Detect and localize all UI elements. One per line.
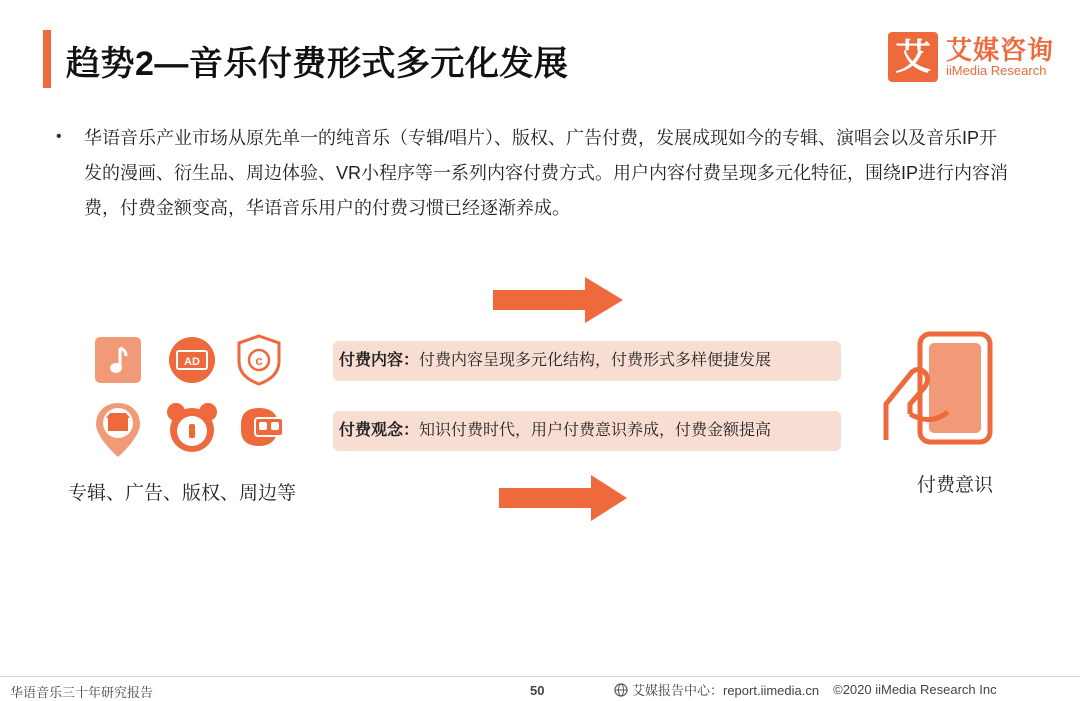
- arrow-right-icon: [499, 475, 629, 521]
- page-number: 50: [530, 683, 545, 698]
- footer-copyright: ©2020 iiMedia Research Inc: [833, 682, 997, 697]
- iimedia-logo: [888, 30, 1068, 86]
- logo-mark: 艾: [888, 32, 938, 82]
- bullet-dot: •: [56, 128, 62, 145]
- pill-text: 知识付费时代，用户付费意识养成，付费金额提高: [419, 422, 772, 439]
- pill-paid-content: [333, 341, 841, 381]
- logo-en-text: iiMedia Research: [946, 63, 1047, 78]
- footer-source: [614, 680, 997, 699]
- svg-text:c: c: [255, 353, 263, 368]
- phone-payment-icon: [882, 330, 996, 450]
- music-note-icon: [93, 335, 143, 385]
- title-accent-bar: [43, 30, 51, 88]
- svg-text:AD: AD: [184, 356, 200, 368]
- vr-headset-icon: [235, 402, 287, 452]
- arrow-right-icon: [493, 277, 625, 323]
- footer-report-name: 华语音乐三十年研究报告: [10, 685, 154, 700]
- bullet-paragraph: 华语音乐产业市场从原先单一的纯音乐（专辑/唱片）、版权、广告付费，发展成现如今的专辑、演唱会以及音乐IP开发的漫画、衍生品、周边体验、VR小程序等一系列内容付费方式。用户内容付费呈现多元化特征，围绕IP进行内容消费，付费金额变高，华语音乐用户的付费习惯已经逐渐养成。: [84, 128, 1009, 218]
- logo-cn-text: 艾媒咨询: [946, 35, 1055, 65]
- page-title: 趋势2—音乐付费形式多元化发展: [66, 45, 569, 83]
- globe-icon: [614, 683, 628, 697]
- shop-pin-icon: [93, 400, 143, 460]
- bear-face-icon: [164, 400, 220, 456]
- footer-divider: [0, 676, 1080, 677]
- copyright-shield-icon: [234, 333, 284, 387]
- pill-text: 付费内容呈现多元化结构，付费形式多样便捷发展: [419, 352, 772, 369]
- left-caption: 专辑、广告、版权、周边等: [68, 483, 297, 504]
- pill-label: 付费观念：: [339, 422, 420, 439]
- right-caption: 付费意识: [917, 475, 994, 496]
- footer-source-text[interactable]: 艾媒报告中心：report.iimedia.cn: [632, 683, 820, 698]
- pill-label: 付费内容：: [339, 352, 420, 369]
- pill-paid-concept: [333, 411, 841, 451]
- ad-icon: [167, 335, 217, 385]
